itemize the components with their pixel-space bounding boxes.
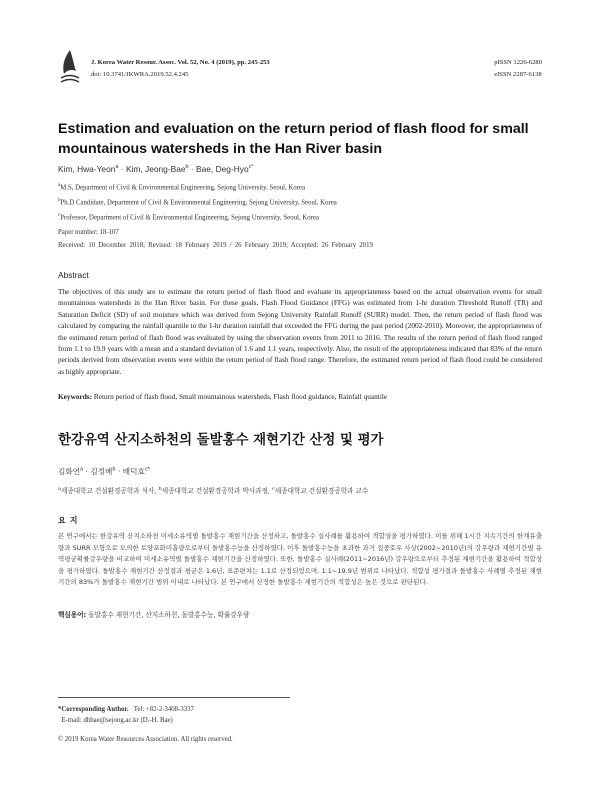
affiliation-item (58, 195, 337, 210)
paper-number: Paper number: 18-107 (58, 229, 119, 236)
korean-abstract-heading: 요지 (58, 516, 82, 525)
doi: doi: 10.3741/JKWRA.2019.52.4.245 (91, 71, 189, 78)
author-separator: · (115, 467, 123, 476)
affiliation-text: 세종대학교 건설환경공학과 교수 (274, 487, 369, 495)
abstract-text: The objectives of this study are to estimate the return period of flash flood and evaluate its appropriateness based on the actual observation events for small mountainous watersheds in the Han River basin. For these goals, Flash Flood Guidance (FFG) was estimated from 1-hr duration Threshold Runoff (TR) and Saturation Deficit (SD) of soil moisture which was derived from Sejong University Rainfall Runoff (SURR) model. Then, the return period of flash flood was calculated by comparing the rainfall quantile to the 1-hr duration rainfall that exceeded the FFG during the past period (2002-2010). Moreover, the appropriateness of the estimated return period of flash flood was evaluated by using the observation events from 2011 to 2016. The results of the return period of flash flood ranged from 1.1 to 19.9 years with a mean and a standard deviation of 1.6 and 1.1 years, respectively. Also, the result of the appropriateness indicated that 83% of the return periods derived from observation events were within the return period of flash flood range. Therefore, the estimated return period of flash flood could be considered as highly appropriate. (58, 287, 542, 376)
paper-info (58, 227, 373, 252)
corresponding-author-note (58, 704, 194, 726)
corresponding-author-tel: Tel: +82-2-3408-3337 (133, 706, 194, 713)
journal-logo-icon (58, 48, 82, 86)
author-mark: b (185, 164, 189, 171)
paper-dates: Received: 10 December 2018; Revised: 18 February 2019 / 26 February 2019; Accepted: 26 February 2019 (58, 241, 373, 249)
affiliation-mark: a (58, 183, 61, 188)
korean-keywords-text: 돌발홍수 재현기간, 산지소하천, 돌발홍수능, 확률강우량 (88, 611, 250, 619)
pissn: pISSN 1226-6280 (494, 59, 542, 66)
keywords-text: Return period of flash flood, Small mountainous watersheds, Flash flood guidance, Rainfall quantile (93, 392, 388, 401)
korean-keywords (58, 609, 249, 619)
author-name: Bae, Deg-Hyo (196, 164, 249, 174)
author-mark: a (80, 466, 84, 473)
author-name: 김정배 (90, 467, 113, 476)
abstract-heading: Abstract (58, 270, 89, 280)
paper-title (58, 119, 542, 159)
affiliation-mark: c (58, 212, 61, 218)
affiliation-text: M.S, Department of Civil & Environmental Engineering, Sejong University, Seoul, Korea (60, 184, 306, 192)
corresponding-author-email: E-mail: dhbae@sejong.ac.kr (D.-H. Bae) (61, 717, 173, 724)
author-list (58, 164, 254, 174)
korean-author-list (58, 466, 150, 477)
korean-abstract-text: 본 연구에서는 한강유역 산지소하천 미세소유역별 돌발홍수 재현기간을 산정하고, 돌발홍수 실사례를 활용하여 적합성을 평가하였다. 이를 위해 1시간 지속기간의 한계유출량과 SURR 모형으로 모의한 토양포화미흡량으로부터 돌발홍수능을 산정하였다. 이후 돌발홍수능을 초과한 과거 집중호우 사상(2002~2010년)의 강우량과 재현기간별 유역평균확률강우량을 비교하여 미세소유역별 돌발홍수 재현기간을 산정하였다. 또한, 돌발홍수 실사례(2011~2016년) 강우량으로부터 추정된 재현기간을 활용하여 적합성을 평가하였다. 돌발홍수 재현기간 산정결과 평균은 1.6년, 표준편차는 1.1로 산정되었으며, 1.1~19.9년 범위로 나타났다. 적합성 평가결과 돌발홍수 사례별 추정된 재현기간의 83%가 돌발홍수 재현기간 범위 이내로 나타났다. 본 연구에서 산정한 돌발홍수 재현기간의 적합성은 높은 것으로 판단된다. (58, 532, 542, 587)
affiliation-text: 세종대학교 건설환경공학과 박사과정, (161, 487, 273, 495)
eissn: eISSN 2287-6138 (494, 71, 542, 78)
affiliation-text: 세종대학교 건설환경공학과 석사, (60, 487, 159, 495)
author-name: Kim, Hwa-Yeon (58, 164, 116, 174)
korean-title: 한강유역 산지소하천의 돌발홍수 재현기간 산정 및 평가 (58, 433, 384, 448)
author-separator: · (83, 467, 91, 476)
corresponding-author-label: *Corresponding Author. (58, 706, 129, 713)
copyright: © 2019 Korea Water Resources Association. All rights reserved. (58, 736, 233, 743)
affiliation-item (58, 210, 337, 225)
affiliation-item (58, 180, 337, 195)
paper-title-line-2: mountainous watersheds in the Han River basin (58, 141, 383, 157)
keywords-label: Keywords: (58, 392, 93, 401)
author-mark: c* (144, 466, 151, 473)
journal-header (58, 48, 542, 86)
affiliation-mark: a (58, 485, 61, 492)
author-mark: c* (248, 164, 254, 171)
author-mark: a (115, 164, 119, 171)
affiliation-text: Professor, Department of Civil & Environmental Engineering, Sejong University, Seoul, Korea (60, 213, 319, 221)
affiliation-mark: c (272, 485, 275, 492)
affiliation-text: Ph.D Candidate, Department of Civil & Environmental Engineering, Sejong University, Seoul, Korea (60, 199, 337, 207)
keywords (58, 392, 542, 401)
journal-citation: J. Korea Water Resour. Assoc. Vol. 52, No. 4 (2019), pp. 245-253 (91, 59, 270, 66)
author-name: 배덕효 (122, 467, 145, 476)
korean-affiliation-list (58, 485, 368, 495)
author-name: 김화연 (58, 467, 81, 476)
korean-keywords-label: 핵심용어: (58, 611, 87, 619)
author-separator: · (118, 164, 126, 174)
paper-title-line-1: Estimation and evaluation on the return period of flash flood for small (58, 121, 529, 137)
author-mark: b (112, 466, 116, 473)
author-name: Kim, Jeong-Bae (125, 164, 186, 174)
affiliation-mark: b (158, 485, 162, 492)
footnote-divider (58, 697, 290, 698)
affiliation-list (58, 180, 337, 225)
author-separator: · (188, 164, 197, 174)
affiliation-mark: b (58, 197, 61, 203)
